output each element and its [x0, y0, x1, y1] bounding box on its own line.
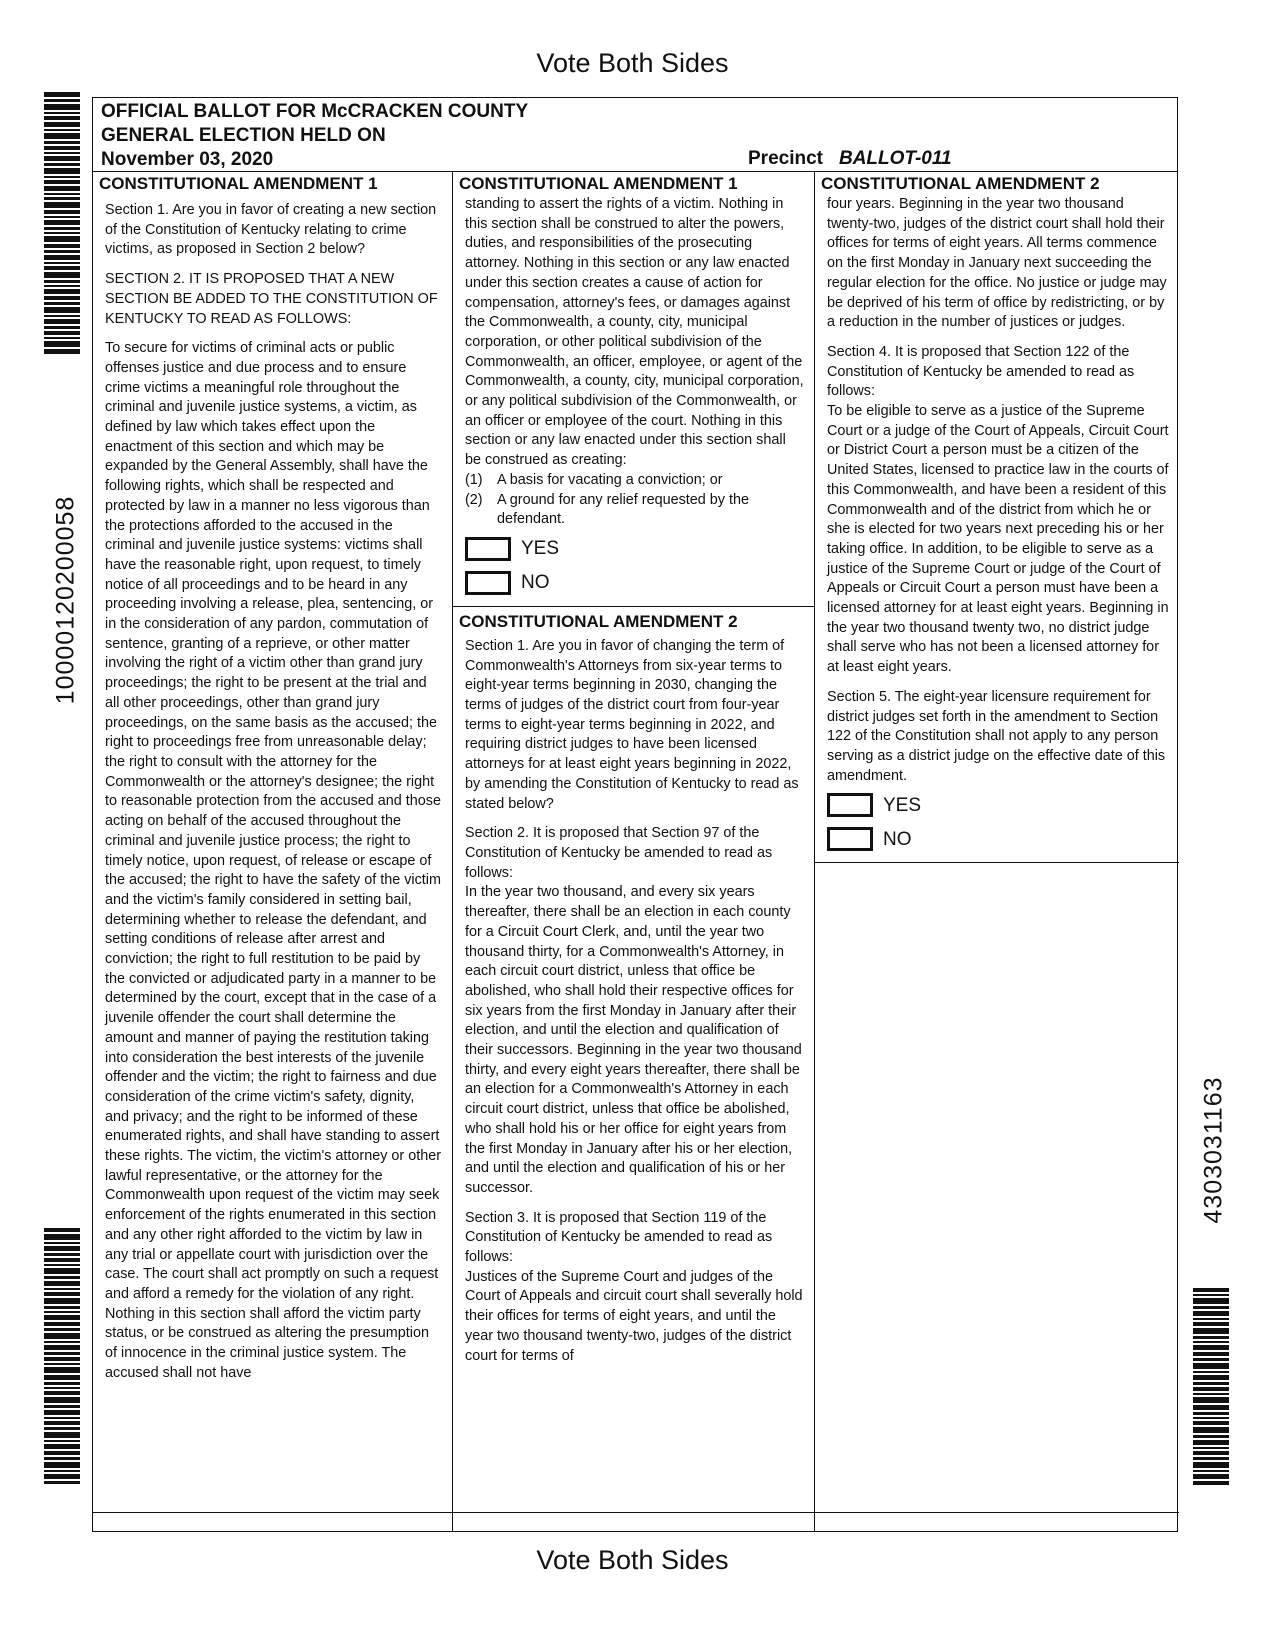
amendment-1-section-2: SECTION 2. IT IS PROPOSED THAT A NEW SECTION BE ADDED TO THE CONSTITUTION OF KENTUCKY TO READ AS FOLLOWS:	[105, 271, 438, 327]
vote-both-sides-bottom: Vote Both Sides	[536, 1545, 729, 1575]
amendment-2-question: Section 1. Are you in favor of changing the term of Commonwealth's Attorneys from six-year terms to eight-year terms beginning in 2030, changing the terms of judges of the district court from four-year terms to eight-year terms beginning in 2022, and requiring district judges to have been licensed attorneys for at least eight years beginning in 2022, by amending the Constitution of Kentucky to read as stated below?	[465, 637, 799, 812]
amendment-1-continued-heading: CONSTITUTIONAL AMENDMENT 1	[459, 174, 738, 193]
amendment-2-no-label: NO	[883, 828, 912, 850]
list-item: (1) A basis for vacating a conviction; or	[465, 471, 723, 488]
amendment-1-yes-option[interactable]	[453, 530, 814, 564]
amendment-1-no-option[interactable]	[453, 564, 814, 598]
column-3-bottom-rule	[815, 1512, 1179, 1513]
ballot-header	[101, 100, 528, 172]
amendment-2-section-122-text: To be eligible to serve as a justice of the Supreme Court or a judge of the Court of Appeals, Circuit Court or District Court a person must be a citizen of the United States, licensed to practice law in the courts of this Commonwealth, and have been a resident of this Commonwealth and of the district from which he or she is elected for two years next preceding his or her taking office. In addition, to be eligible to serve as a justice of the Supreme Court or judge of the Court of Appeals or Circuit Court a person must have been a licensed attorney for at least eight years. Beginning in the year two thousand twenty two, no district judge shall serve who has not been a licensed attorney for at least eight years.	[827, 403, 1169, 676]
column-1	[93, 172, 453, 1531]
amendment-1-continued-text: standing to assert the rights of a victim. Nothing in this section shall be construed to alter the powers, duties, and responsibilities of the prosecuting attorney. Nothing in this section or any law enacted under this section creates a cause of action for compensation, attorney's fees, or damages against the Commonwealth, a county, city, municipal corporation, or other political subdivision of the Commonwealth, an officer, employee, or agent of the Commonwealth, a county, city, municipal corporation, or any political subdivision of the Commonwealth, or an officer or employee of the court. Nothing in this section or any law enacted under this section shall be construed as creating:	[465, 196, 804, 469]
amendment-2-yes-label: YES	[883, 794, 922, 816]
amendment-2-continued-text: four years. Beginning in the year two thousand twenty-two, judges of the district court shall hold their offices for terms of eight years. All terms commence on the first Monday in January next succeeding the regular election for the office. No justice or judge may be deprived of his term of office by redistricting, or by a reduction in the number of justices or judges.	[827, 196, 1167, 331]
left-bottom-barcode	[44, 1228, 80, 1553]
amendment-1-question: Section 1. Are you in favor of creating a new section of the Constitution of Kentucky relating to crime victims, as proposed in Section 2 below?	[105, 202, 437, 258]
column-3	[815, 172, 1179, 1531]
amendment-2-section-3: Section 3. It is proposed that Section 119 of the Constitution of Kentucky be amended to read as follows:	[465, 1209, 773, 1266]
amendment-2-no-option[interactable]	[815, 820, 1179, 854]
left-top-barcode	[44, 92, 80, 422]
column-1-bottom-rule	[93, 1512, 452, 1513]
amendment-2-yes-option[interactable]	[815, 786, 1179, 820]
left-serial-number: 10000120200058	[51, 495, 80, 705]
amendment-2-heading: CONSTITUTIONAL AMENDMENT 2	[459, 611, 738, 631]
amendment-2-yes-checkbox[interactable]	[827, 793, 873, 817]
amendment-2-section-4: Section 4. It is proposed that Section 122 of the Constitution of Kentucky be amended to read as follows:	[827, 343, 1135, 400]
ballot-frame	[92, 97, 1178, 1532]
right-serial-number: 4303031163	[1199, 1076, 1228, 1224]
amendment-1-no-label: NO	[521, 572, 550, 594]
amendment-2-no-checkbox[interactable]	[827, 827, 873, 851]
header-date: November 03, 2020	[101, 149, 274, 170]
amendment-1-yes-checkbox[interactable]	[465, 537, 511, 561]
column-2-bottom-rule	[453, 1512, 814, 1513]
precinct-id: BALLOT-011	[838, 148, 952, 169]
amendment-1-text: To secure for victims of criminal acts or public offenses justice and due process and to ensure crime victims a meaningful role throughout the criminal and juvenile justice systems, a victim, as defined by law which takes effect upon the enactment of this section and which may be expanded by the General Assembly, shall have the following rights, which shall be respected and protected by law in a manner no less vigorous than the protections afforded to the accused in the criminal and juvenile justice systems: victims shall have the reasonable right, upon request, to timely notice of all proceedings and to be heard in any proceeding involving a release, plea, sentencing, or in the consideration of any pardon, commutation of sentence, granting of a reprieve, or other matter involving the right of a victim other than grand jury proceedings; the right to be present at the trial and all other proceedings, other than grand jury proceedings, on the same basis as the accused; the right to proceedings free from unreasonable delay; the right to consult with the attorney for the Commonwealth or the attorney's designee; the right to reasonable protection from the accused and those acting on behalf of the accused throughout the criminal and juvenile justice process; the right to timely notice, upon request, of release or escape of the accused; the right to have the safety of the victim and the victim's family considered in setting bail, determining whether to release the defendant, and setting conditions of release after arrest and conviction; the right to full restitution to be paid by the convicted or adjudicated party in a manner to be determined by the court, except that in the case of a juvenile offender the court shall determine the amount and manner of paying the restitution taking into consideration the best interests of the juvenile offender and the victim; the right to fairness and due consideration of the crime victim's safety, dignity, and privacy; and the right to be informed of these enumerated rights, and shall have standing to assert these rights. The victim, the victim's attorney or other lawful representative, or the attorney for the Commonwealth upon request of the victim may seek enforcement of the rights enumerated in this section and any other right afforded to the victim by law in any trial or appellate court with jurisdiction over the case. The court shall act promptly on such a request and afford a remedy for the violation of any right. Nothing in this section shall afford the victim party status, or be construed as altering the presumption of innocence in the criminal justice system. The accused shall not have	[105, 340, 441, 1381]
vote-both-sides-top: Vote Both Sides	[536, 48, 729, 78]
list-item: (2) A ground for any relief requested by the defendant.	[465, 491, 749, 528]
header-line-1: OFFICIAL BALLOT FOR McCRACKEN COUNTY	[101, 101, 529, 122]
header-line-2: GENERAL ELECTION HELD ON	[101, 125, 386, 146]
amendment-1-yes-label: YES	[521, 538, 560, 560]
amendment-1-heading: CONSTITUTIONAL AMENDMENT 1	[99, 174, 378, 193]
amendment-2-continued-heading: CONSTITUTIONAL AMENDMENT 2	[821, 174, 1100, 193]
amendment-2-section-119-text: Justices of the Supreme Court and judges of the Court of Appeals and circuit court shall severally hold their offices for terms of eight years, and until the year two thousand twenty-two, judges of the district court for terms of	[465, 1268, 803, 1364]
amendment-1-no-checkbox[interactable]	[465, 571, 511, 595]
precinct-label: Precinct	[748, 148, 823, 169]
column-2	[453, 172, 815, 1531]
precinct	[748, 148, 952, 170]
right-barcode	[1193, 1288, 1229, 1538]
amendment-2-section-5: Section 5. The eight-year licensure requirement for district judges set forth in the amendment to Section 122 of the Constitution shall not apply to any person serving as a district judge on the effective date of this amendment.	[827, 688, 1166, 784]
column-3-divider	[815, 862, 1179, 863]
amendment-2-section-97-text: In the year two thousand, and every six years thereafter, there shall be an election in each county for a Circuit Court Clerk, and, until the year two thousand thirty, for a Commonwealth's Attorney, in each circuit court district, unless that office be abolished, who shall hold their respective offices for six years from the first Monday in January after their election, and until the election and qualification of their successors. Beginning in the year two thousand thirty, and every eight years thereafter, there shall be an election for a Commonwealth's Attorney in each circuit court district, unless that office be abolished, who shall hold his or her office for eight years from the first Monday in January after his or her election, and until the election and qualification of his or her successor.	[465, 884, 802, 1196]
amendment-2-section-2: Section 2. It is proposed that Section 97 of the Constitution of Kentucky be amended to read as follows:	[465, 825, 773, 881]
